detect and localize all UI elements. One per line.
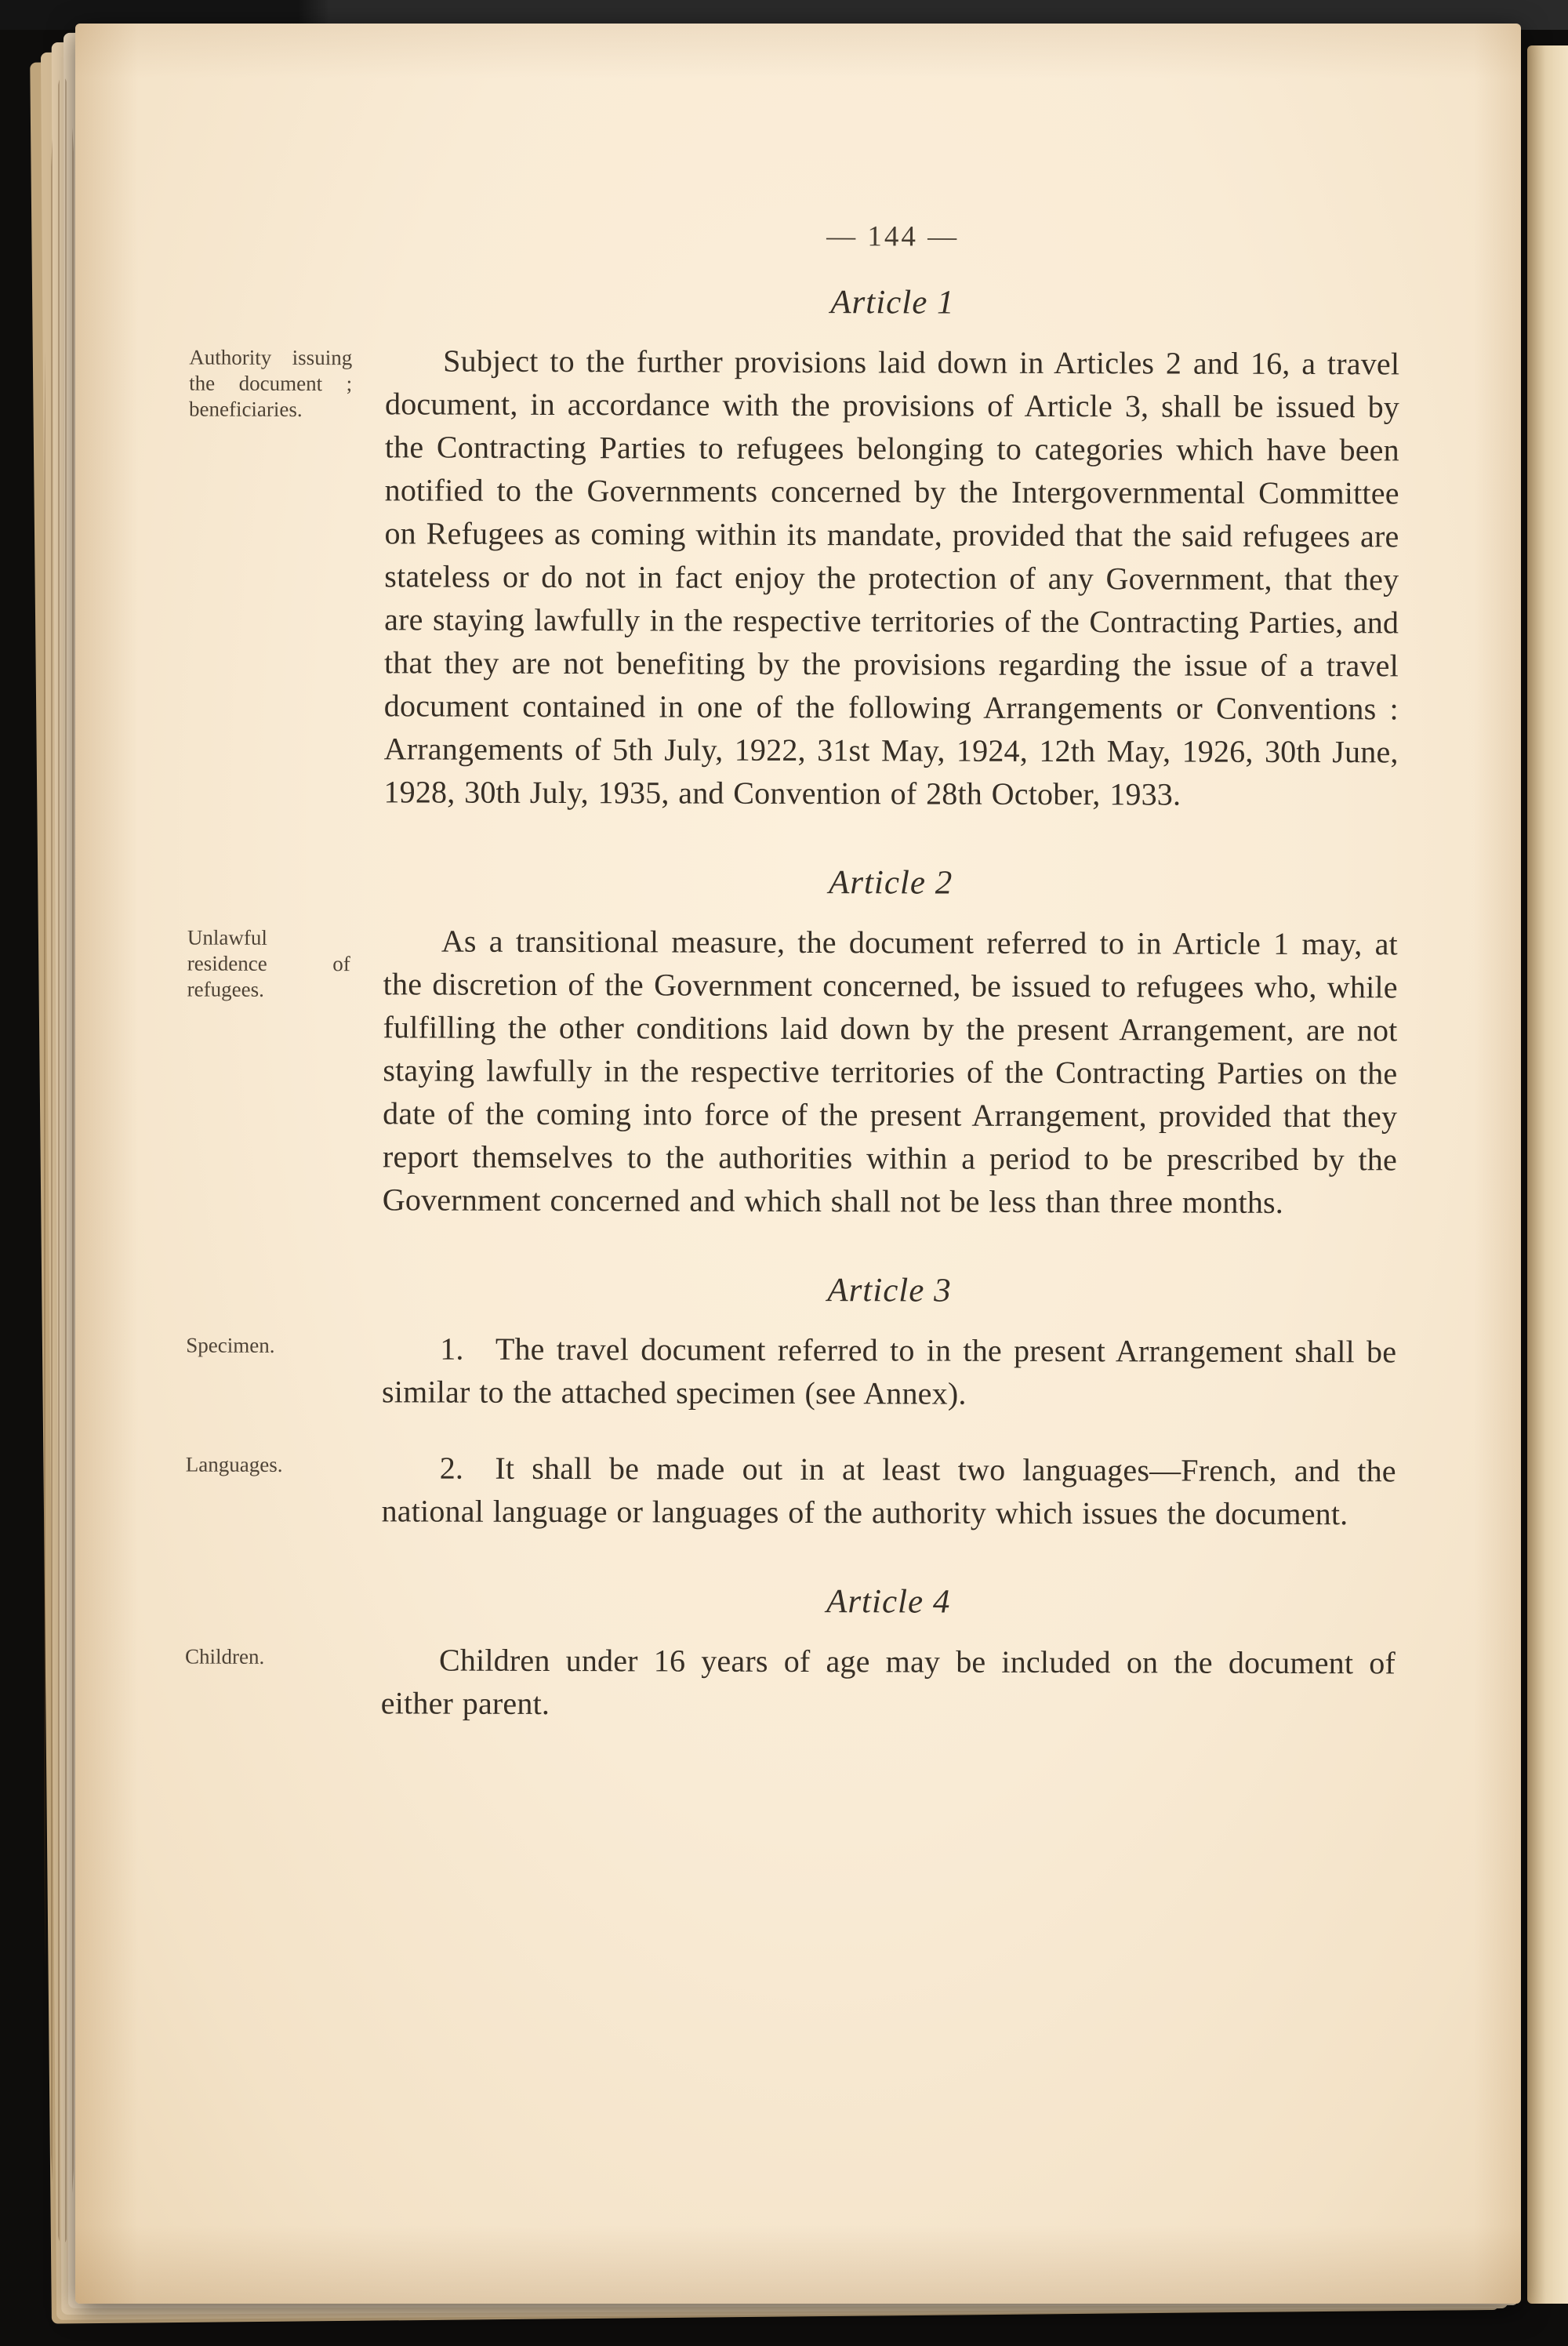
- book-page: [75, 24, 1521, 2304]
- article-2-block-1: [187, 919, 1398, 1225]
- margin-note-specimen: Specimen.: [186, 1333, 275, 1357]
- article-section-3: [186, 1269, 1397, 1536]
- page-number: — 144 —: [826, 220, 960, 253]
- margin-note-languages: Languages.: [185, 1452, 283, 1476]
- article-3-block-1: [186, 1327, 1396, 1417]
- article-2-heading: Article 2: [828, 864, 953, 902]
- article-1-paragraph: Subject to the further provisions laid down in Articles 2 and 16, a travel document, in accordance with the provisions of Article 3, shall be issued by the Contracting Parties to refugees belonging to categories which have been notified to the Governments concerned by the Intergovernmental Committee on Refugees as coming within its mandate, provided that the said refugees are stateless or do not in fact enjoy the protection of any Government, that they are staying lawfully in the respective territories of the Contracting Parties, and that they are not benefiting by the provisions regarding the issue of a travel document contained in one of the following Arrangements or Conventions : Arrangements of 5th July, 1922, 31st May, 1924, 12th May, 1926, 30th June, 1928, 30th July, 1935, and Convention of 28th October, 1933.: [383, 343, 1400, 812]
- margin-note-unlawful-residence: Unlawful residence of refugees.: [187, 925, 350, 1001]
- page-content: [71, 21, 1524, 2306]
- article-3-block-2: [186, 1446, 1396, 1536]
- article-4-paragraph: Children under 16 years of age may be included on the document of either parent.: [380, 1642, 1396, 1722]
- article-section-1: [187, 281, 1399, 817]
- article-section-2: [187, 862, 1398, 1225]
- article-4-block-1: [185, 1638, 1396, 1728]
- article-4-heading: Article 4: [826, 1583, 951, 1621]
- article-1-block-1: [187, 339, 1399, 817]
- article-2-paragraph: As a transitional measure, the document referred to in Article 1 may, at the discretion of the Government concerned, be issued to refugees who, while fulfilling the other conditions laid down by the present Arrangement, are not staying lawfully in the respective territories of the Contracting Parties on the date of the coming into force of the present Arrangement, provided that they report themselves to the authorities within a period to be prescribed by the Government concerned and which shall not be less than three months.: [382, 923, 1398, 1220]
- next-page-edge: [1527, 45, 1568, 2304]
- article-section-4: [185, 1581, 1396, 1728]
- article-1-heading: Article 1: [830, 284, 955, 321]
- article-3-heading: Article 3: [827, 1272, 952, 1309]
- margin-note-children: Children.: [184, 1644, 265, 1669]
- article-3-paragraph-1: 1. The travel document referred to in the present Arrangement shall be similar to the attached specimen (see Annex).: [382, 1331, 1397, 1411]
- article-3-paragraph-2: 2. It shall be made out in at least two languages—French, and the national language or languages of the authority which issues the document.: [381, 1450, 1396, 1532]
- margin-note-authority: Authority issuing the document ; beneficiaries.: [188, 345, 353, 422]
